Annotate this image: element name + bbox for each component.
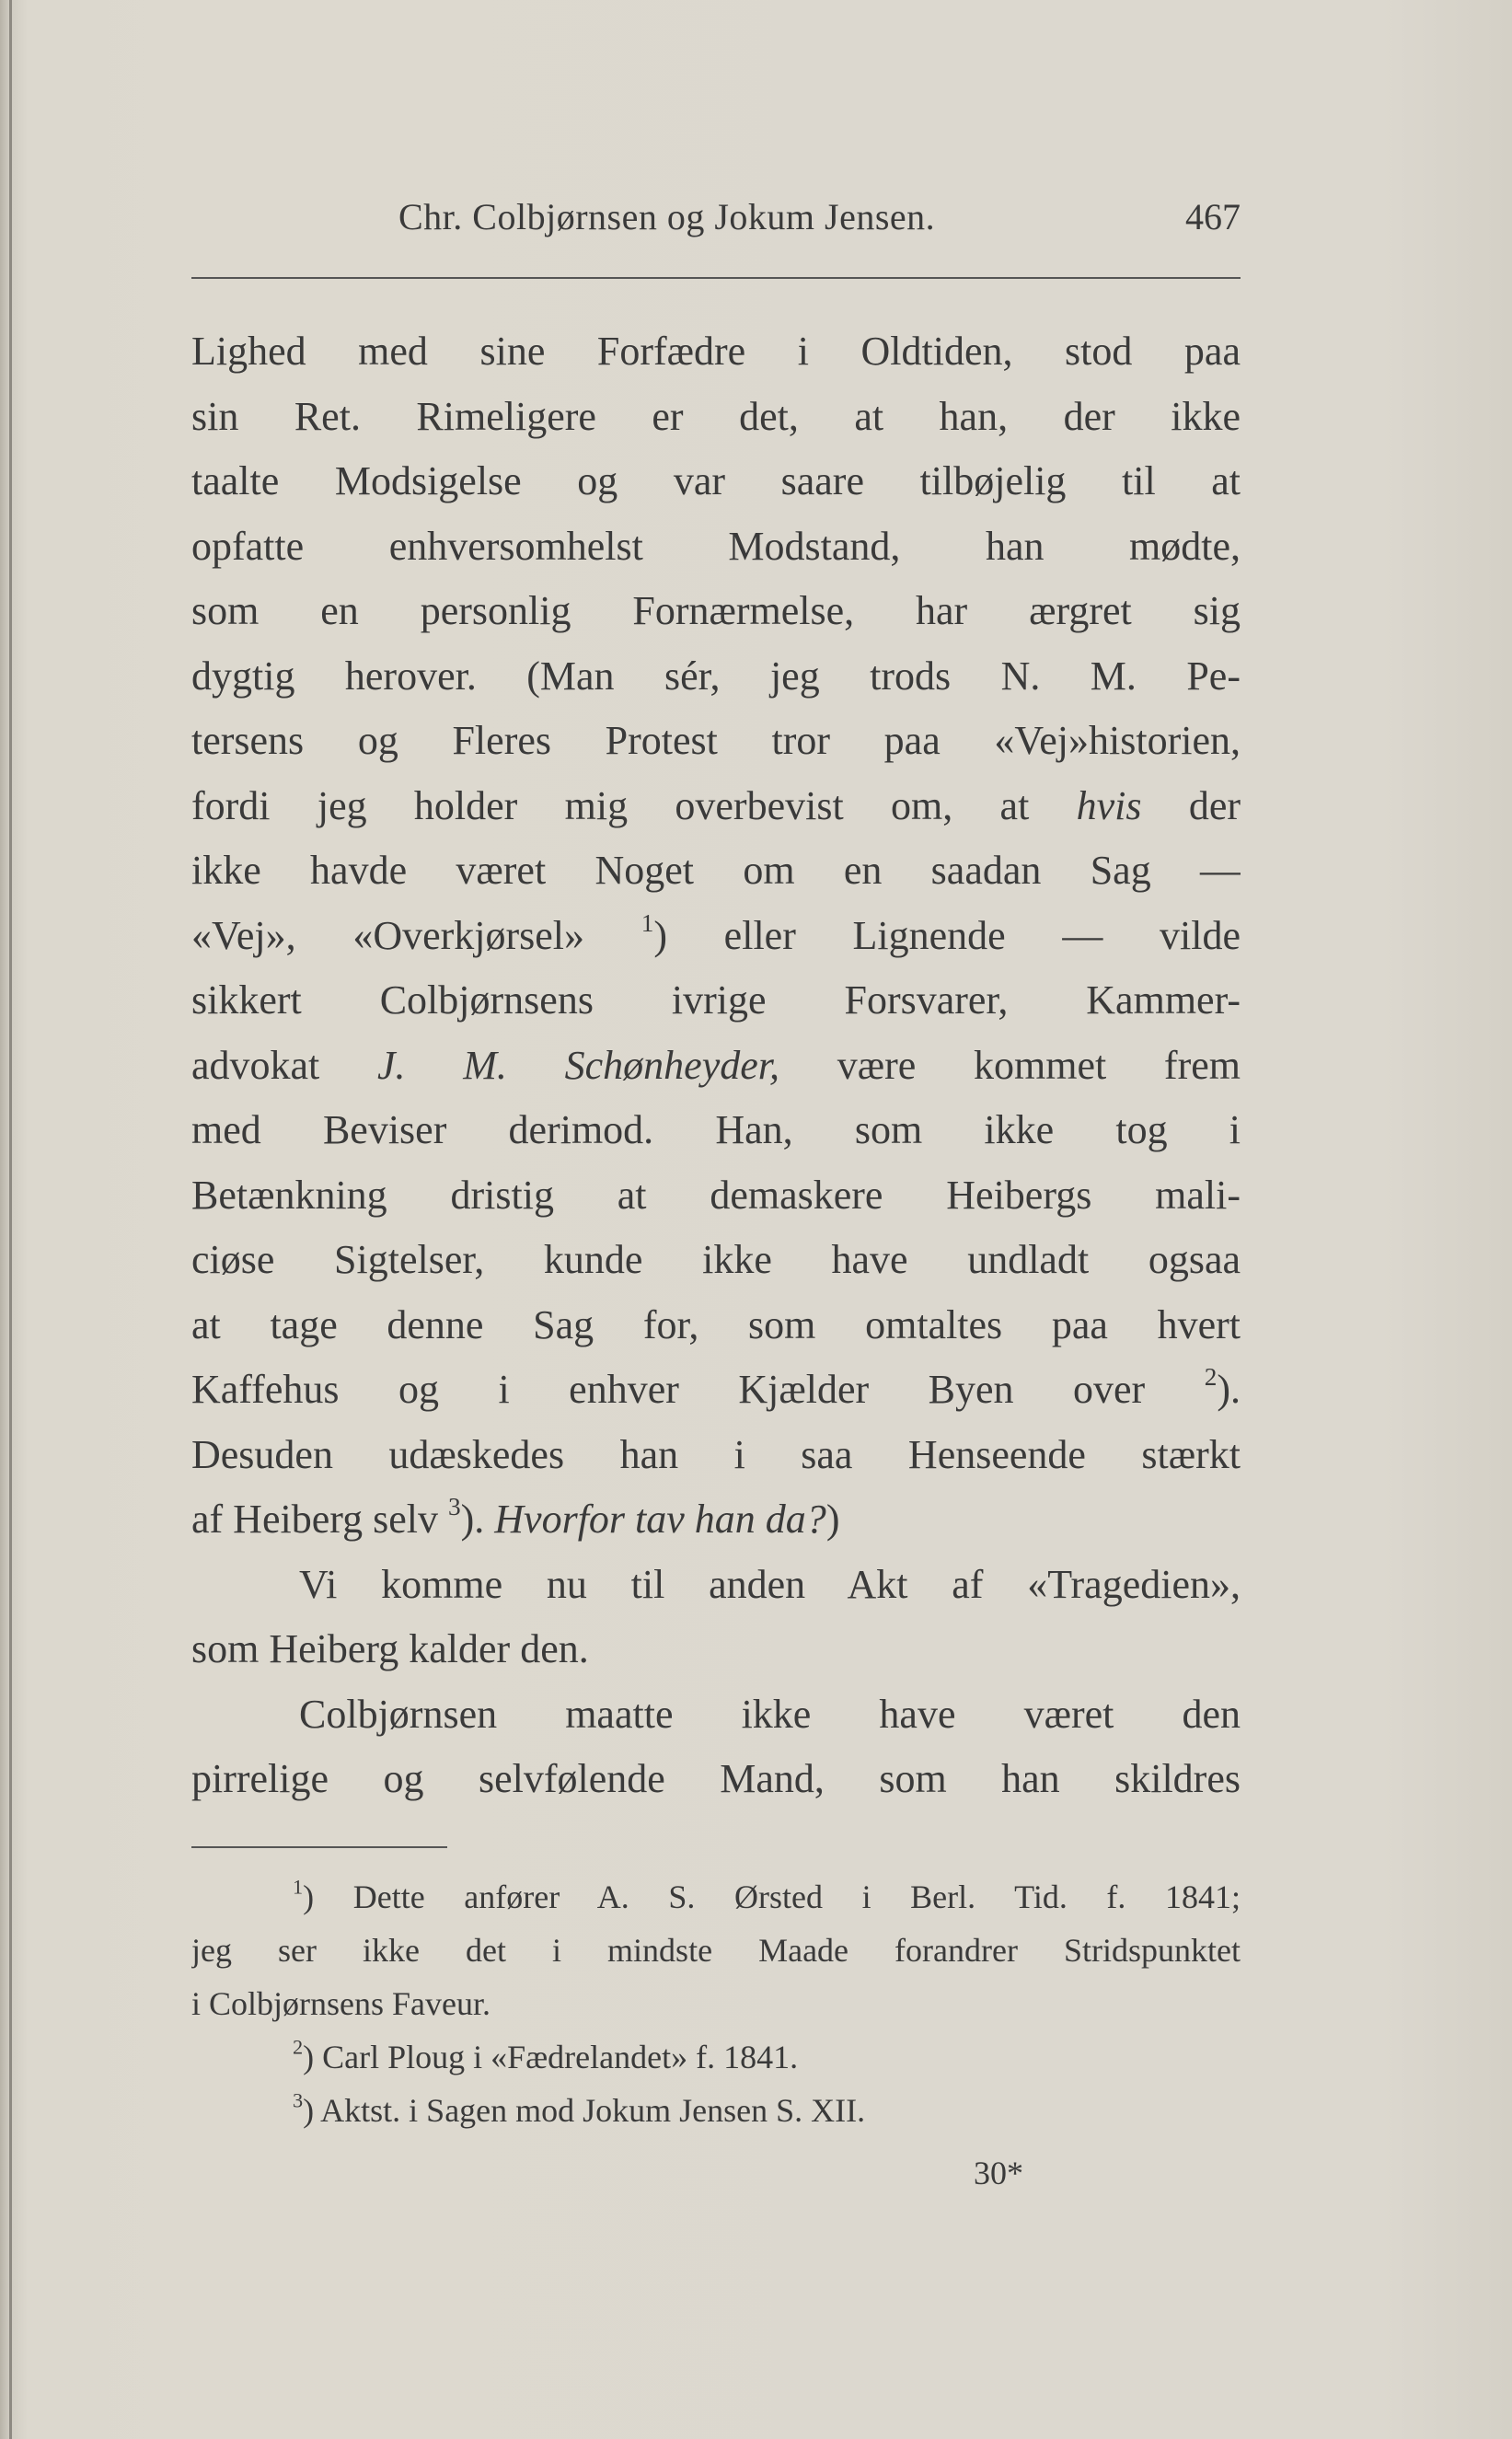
text-segment: fordi jeg holder mig overbevist om, at bbox=[191, 782, 1077, 828]
body-text bbox=[191, 319, 1241, 1812]
text-segment: af Heiberg selv bbox=[191, 1497, 448, 1542]
text-line bbox=[191, 1487, 1241, 1553]
text-line bbox=[191, 904, 1241, 969]
text-line: dygtig herover. (Man sér, jeg trods N. M. Pe- bbox=[191, 653, 1241, 699]
text-line bbox=[191, 1358, 1241, 1423]
text-segment: ). bbox=[1217, 1367, 1241, 1412]
text-line: Desuden udæskedes han i saa Henseende stærkt bbox=[191, 1431, 1241, 1477]
text-segment: der bbox=[1141, 782, 1241, 828]
text-line: Vi komme nu til anden Akt af «Tragedien», bbox=[299, 1561, 1241, 1607]
running-title: Chr. Colbjørnsen og Jokum Jensen. bbox=[398, 196, 936, 237]
text-segment: Kaffehus og i enhver Kjælder Byen over bbox=[191, 1367, 1205, 1412]
text-segment: «Vej», «Overkjørsel» bbox=[191, 912, 641, 958]
text-line: sikkert Colbjørnsens ivrige Forsvarer, Kammer- bbox=[191, 977, 1241, 1023]
text-segment: ) eller Lignende — vilde bbox=[653, 912, 1241, 958]
italic-word: hvis bbox=[1076, 782, 1142, 828]
text-segment: advokat bbox=[191, 1042, 378, 1088]
text-line: Colbjørnsen maatte ikke have været den bbox=[299, 1691, 1241, 1737]
text-line: taalte Modsigelse og var saare tilbøjelig til at bbox=[191, 458, 1241, 503]
footnote-text: ) Aktst. i Sagen mod Jokum Jensen S. XII. bbox=[303, 2092, 866, 2129]
footnote-reference: 3 bbox=[447, 1492, 461, 1520]
sheet-signature: 30* bbox=[974, 2155, 1023, 2191]
footnotes bbox=[191, 1870, 1241, 2137]
text-line: sin Ret. Rimeligere er det, at han, der ikke bbox=[191, 393, 1241, 439]
italic-name: J. M. Schønheyder, bbox=[377, 1042, 780, 1088]
page-header bbox=[191, 195, 1241, 250]
footnote-marker: 3 bbox=[293, 2088, 304, 2112]
book-spine-edge bbox=[9, 0, 12, 2439]
footnote-2 bbox=[191, 2030, 1241, 2084]
text-line: pirrelige og selvfølende Mand, som han skildres bbox=[191, 1756, 1241, 1801]
text-line: tersens og Fleres Protest tror paa «Vej»historien, bbox=[191, 718, 1241, 763]
footnote-1 bbox=[191, 1870, 1241, 1924]
footnote-1-continuation: jeg ser ikke det i mindste Maade forandrer Stridspunktet bbox=[191, 1932, 1241, 1969]
text-line: Lighed med sine Forfædre i Oldtiden, stod paa bbox=[191, 329, 1241, 374]
italic-question: Hvorfor tav han da? bbox=[494, 1497, 826, 1542]
text-line: med Beviser derimod. Han, som ikke tog i bbox=[191, 1107, 1241, 1152]
footnote-marker: 2 bbox=[293, 2035, 304, 2059]
text-segment: ) bbox=[825, 1497, 840, 1542]
footnote-reference: 2 bbox=[1204, 1362, 1218, 1391]
text-line: ciøse Sigtelser, kunde ikke have undladt ogsaa bbox=[191, 1237, 1241, 1282]
header-rule bbox=[191, 277, 1241, 279]
text-line bbox=[191, 774, 1241, 839]
text-segment: være kommet frem bbox=[779, 1042, 1241, 1088]
page-number: 467 bbox=[1185, 196, 1241, 237]
text-segment: ). bbox=[460, 1497, 495, 1542]
footnote-reference: 1 bbox=[641, 908, 654, 937]
text-line: ikke havde været Noget om en saadan Sag — bbox=[191, 848, 1241, 893]
text-line: som en personlig Fornærmelse, har ærgret sig bbox=[191, 588, 1241, 633]
footnote-3 bbox=[191, 2084, 1241, 2137]
footnote-rule bbox=[191, 1846, 447, 1848]
footnote-marker: 1 bbox=[293, 1875, 304, 1899]
footnote-text: ) Dette anfører A. S. Ørsted i Berl. Tid. f. 1841; bbox=[303, 1878, 1241, 1915]
text-line bbox=[191, 1034, 1241, 1099]
footnote-text: ) Carl Ploug i «Fædrelandet» f. 1841. bbox=[303, 2039, 799, 2075]
text-line: at tage denne Sag for, som omtaltes paa hvert bbox=[191, 1301, 1241, 1347]
text-line: som Heiberg kalder den. bbox=[191, 1626, 589, 1671]
footnote-1-continuation: i Colbjørnsens Faveur. bbox=[191, 1985, 491, 2022]
text-line: Betænkning dristig at demaskere Heibergs mali- bbox=[191, 1172, 1241, 1218]
text-line: opfatte enhversomhelst Modstand, han mødte, bbox=[191, 523, 1241, 569]
